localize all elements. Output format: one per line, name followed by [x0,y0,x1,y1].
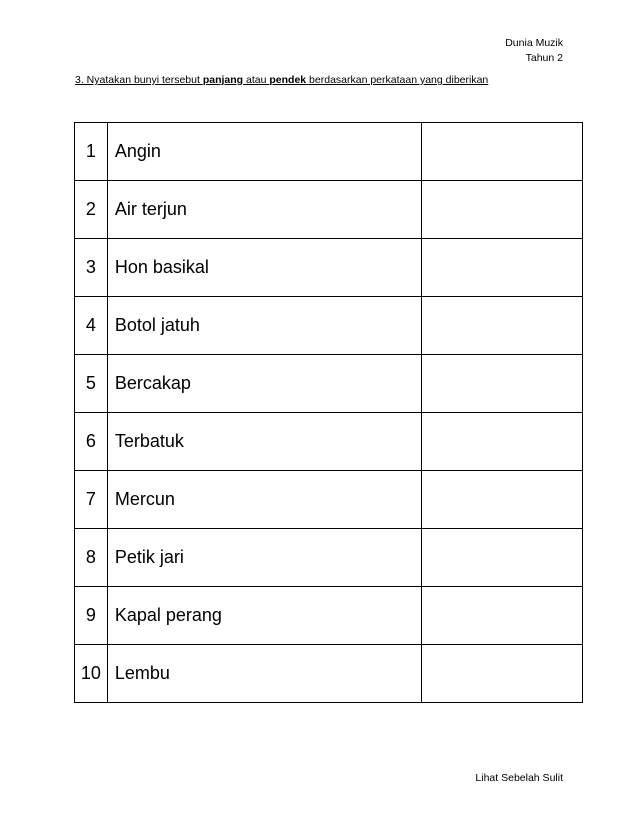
row-number: 9 [75,587,108,645]
table-row [75,471,583,529]
answer-cell[interactable] [421,529,582,587]
instruction-mid: atau [243,74,270,86]
row-number: 2 [75,181,108,239]
sound-word: Mercun [107,471,421,529]
row-number: 5 [75,355,108,413]
page-footer: Lihat Sebelah Sulit [475,772,563,784]
answer-cell[interactable] [421,355,582,413]
row-number: 7 [75,471,108,529]
row-number: 1 [75,123,108,181]
instruction-bold-long: panjang [202,74,244,86]
row-number: 4 [75,297,108,355]
row-number: 3 [75,239,108,297]
table-row [75,239,583,297]
table-row [75,413,583,471]
table-row [75,587,583,645]
sound-word: Air terjun [107,181,421,239]
year-label: Tahun 2 [525,52,563,64]
answer-cell[interactable] [421,297,582,355]
table-row [75,529,583,587]
table-row [75,123,583,181]
question-instruction [75,74,488,86]
table-row [75,297,583,355]
sound-word: Bercakap [107,355,421,413]
table-row [75,645,583,703]
sound-word: Lembu [107,645,421,703]
answer-table-body [75,123,583,703]
sound-word: Botol jatuh [107,297,421,355]
answer-table [74,122,583,703]
sound-word: Hon basikal [107,239,421,297]
row-number: 8 [75,529,108,587]
row-number: 6 [75,413,108,471]
answer-cell[interactable] [421,471,582,529]
sound-word: Kapal perang [107,587,421,645]
sound-word: Angin [107,123,421,181]
answer-cell[interactable] [421,413,582,471]
page-header [505,36,563,66]
answer-cell[interactable] [421,587,582,645]
sound-word: Petik jari [107,529,421,587]
answer-cell[interactable] [421,645,582,703]
table-row [75,181,583,239]
instruction-prefix: 3. Nyatakan bunyi tersebut [75,74,203,86]
sound-word: Terbatuk [107,413,421,471]
instruction-bold-short: pendek [269,74,307,86]
row-number: 10 [75,645,108,703]
instruction-suffix: berdasarkan perkataan yang diberikan [306,74,489,86]
subject-title: Dunia Muzik [505,37,563,49]
answer-cell[interactable] [421,181,582,239]
table-row [75,355,583,413]
answer-cell[interactable] [421,123,582,181]
answer-cell[interactable] [421,239,582,297]
